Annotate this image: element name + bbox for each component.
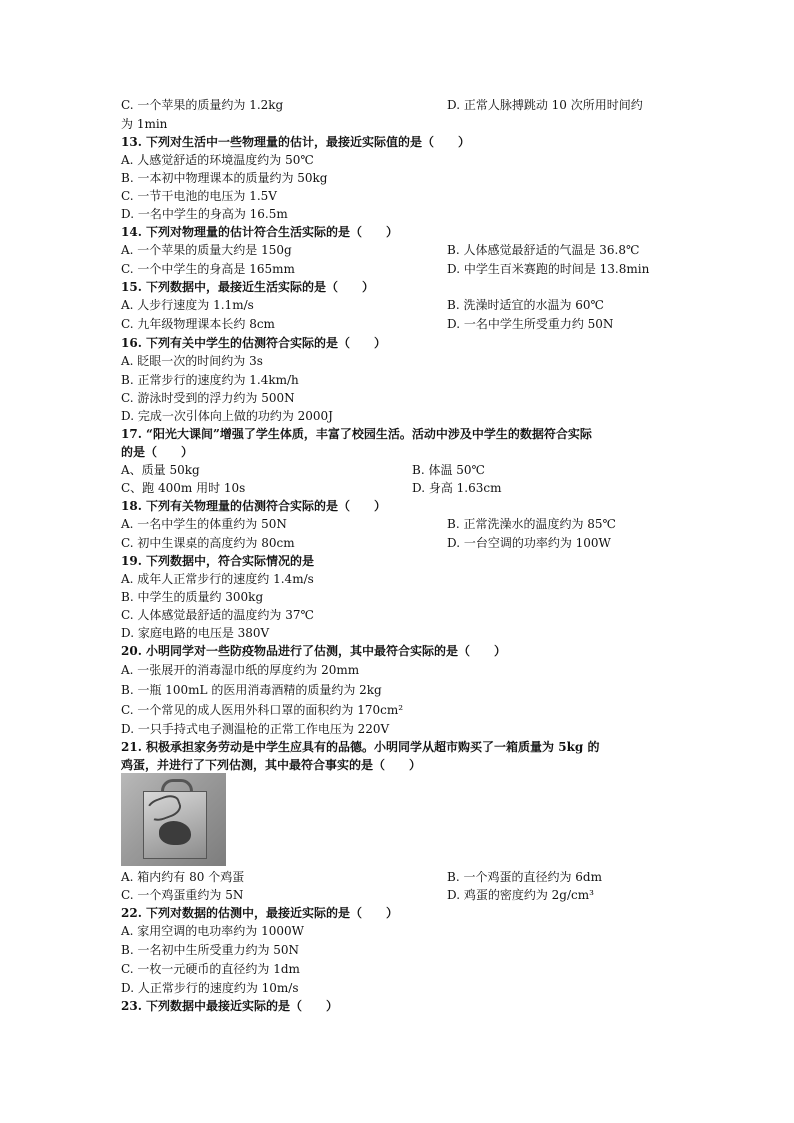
option-d: D. 中学生百米赛跑的时间是 13.8min [447, 262, 650, 276]
option-c: C. 九年级物理课本长约 8cm [121, 317, 275, 331]
option-a: A. 人步行速度为 1.1m/s [121, 298, 254, 312]
question-22: 22. 下列对数据的估测中，最接近实际的是（ ） [121, 906, 399, 920]
question-23: 23. 下列数据中最接近实际的是（ ） [121, 999, 339, 1013]
question-16: 16. 下列有关中学生的估测符合实际的是（ ） [121, 336, 387, 350]
question-19: 19. 下列数据中，符合实际情况的是 [121, 554, 315, 568]
option-c: C. 一枚一元硬币的直径约为 1dm [121, 962, 300, 976]
question-14: 14. 下列对物理量的估计符合生活实际的是（ ） [121, 225, 399, 239]
option-d: D. 鸡蛋的密度约为 2g/cm³ [447, 888, 594, 902]
option-a: A. 成年人正常步行的速度约 1.4m/s [121, 572, 314, 586]
option-a: A. 一个苹果的质量大约是 150g [121, 243, 292, 257]
option-d: D. 一只手持式电子测温枪的正常工作电压为 220V [121, 722, 390, 736]
option-b: B. 一个鸡蛋的直径约为 6dm [447, 870, 602, 884]
option-d: D. 完成一次引体向上做的功约为 2000J [121, 409, 333, 423]
question-13: 13. 下列对生活中一些物理量的估计，最接近实际值的是（ ） [121, 135, 471, 149]
egg-box-image [121, 773, 226, 866]
option-b: B. 一名初中生所受重力约为 50N [121, 943, 300, 957]
option-b: B. 正常洗澡水的温度约为 85℃ [447, 517, 616, 531]
option-d: D. 一台空调的功率约为 100W [447, 536, 611, 550]
option-a: A. 眨眼一次的时间约为 3s [121, 354, 263, 368]
option-c: C. 一节干电池的电压为 1.5V [121, 189, 277, 203]
option-a: A. 人感觉舒适的环境温度约为 50℃ [121, 153, 314, 167]
question-21: 21. 积极承担家务劳动是中学生应具有的品德。小明同学从超市购买了一箱质量为 5kg 的 [121, 740, 600, 754]
option-c: C. 一个鸡蛋重约为 5N [121, 888, 244, 902]
option-d: D. 一名中学生所受重力约 50N [447, 317, 614, 331]
option-continuation: 为 1min [121, 117, 168, 131]
option-c: C. 一个常见的成人医用外科口罩的面积约为 170cm² [121, 703, 404, 717]
option-b: B. 一瓶 100mL 的医用消毒酒精的质量约为 2kg [121, 683, 382, 697]
option-a: A. 箱内约有 80 个鸡蛋 [121, 870, 245, 884]
option-a: A. 一张展开的消毒湿巾纸的厚度约为 20mm [121, 663, 360, 677]
option-d: D. 一名中学生的身高为 16.5m [121, 207, 288, 221]
option-d: D. 正常人脉搏跳动 10 次所用时间约 [447, 98, 643, 112]
option-b: B. 体温 50℃ [412, 463, 485, 477]
question-15: 15. 下列数据中，最接近生活实际的是（ ） [121, 280, 375, 294]
question-20: 20. 小明同学对一些防疫物品进行了估测，其中最符合实际的是（ ） [121, 644, 507, 658]
option-b: B. 洗澡时适宜的水温为 60℃ [447, 298, 604, 312]
option-a: A、质量 50kg [121, 463, 200, 477]
option-a: A. 家用空调的电功率约为 1000W [121, 924, 304, 938]
option-c: C. 一个中学生的身高是 165mm [121, 262, 295, 276]
question-18: 18. 下列有关物理量的估测符合实际的是（ ） [121, 499, 387, 513]
question-17: 17. “阳光大课间”增强了学生体质，丰富了校园生活。活动中涉及中学生的数据符合实际 [121, 427, 592, 441]
option-b: B. 中学生的质量约 300kg [121, 590, 264, 604]
option-d: D. 人正常步行的速度约为 10m/s [121, 981, 299, 995]
option-d: D. 身高 1.63cm [412, 481, 502, 495]
option-b: B. 人体感觉最舒适的气温是 36.8℃ [447, 243, 640, 257]
option-b: B. 一本初中物理课本的质量约为 50kg [121, 171, 328, 185]
option-c: C. 人体感觉最舒适的温度约为 37℃ [121, 608, 314, 622]
hen-illustration [159, 821, 191, 845]
option-b: B. 正常步行的速度约为 1.4km/h [121, 373, 299, 387]
question-21-continuation: 鸡蛋，并进行了下列估测，其中最符合事实的是（ ） [121, 758, 422, 772]
option-c: C. 一个苹果的质量约为 1.2kg [121, 98, 284, 112]
option-c: C、跑 400m 用时 10s [121, 481, 246, 495]
question-17-continuation: 的是（ ） [121, 445, 194, 459]
option-a: A. 一名中学生的体重约为 50N [121, 517, 287, 531]
option-c: C. 游泳时受到的浮力约为 500N [121, 391, 295, 405]
option-c: C. 初中生课桌的高度约为 80cm [121, 536, 295, 550]
option-d: D. 家庭电路的电压是 380V [121, 626, 270, 640]
